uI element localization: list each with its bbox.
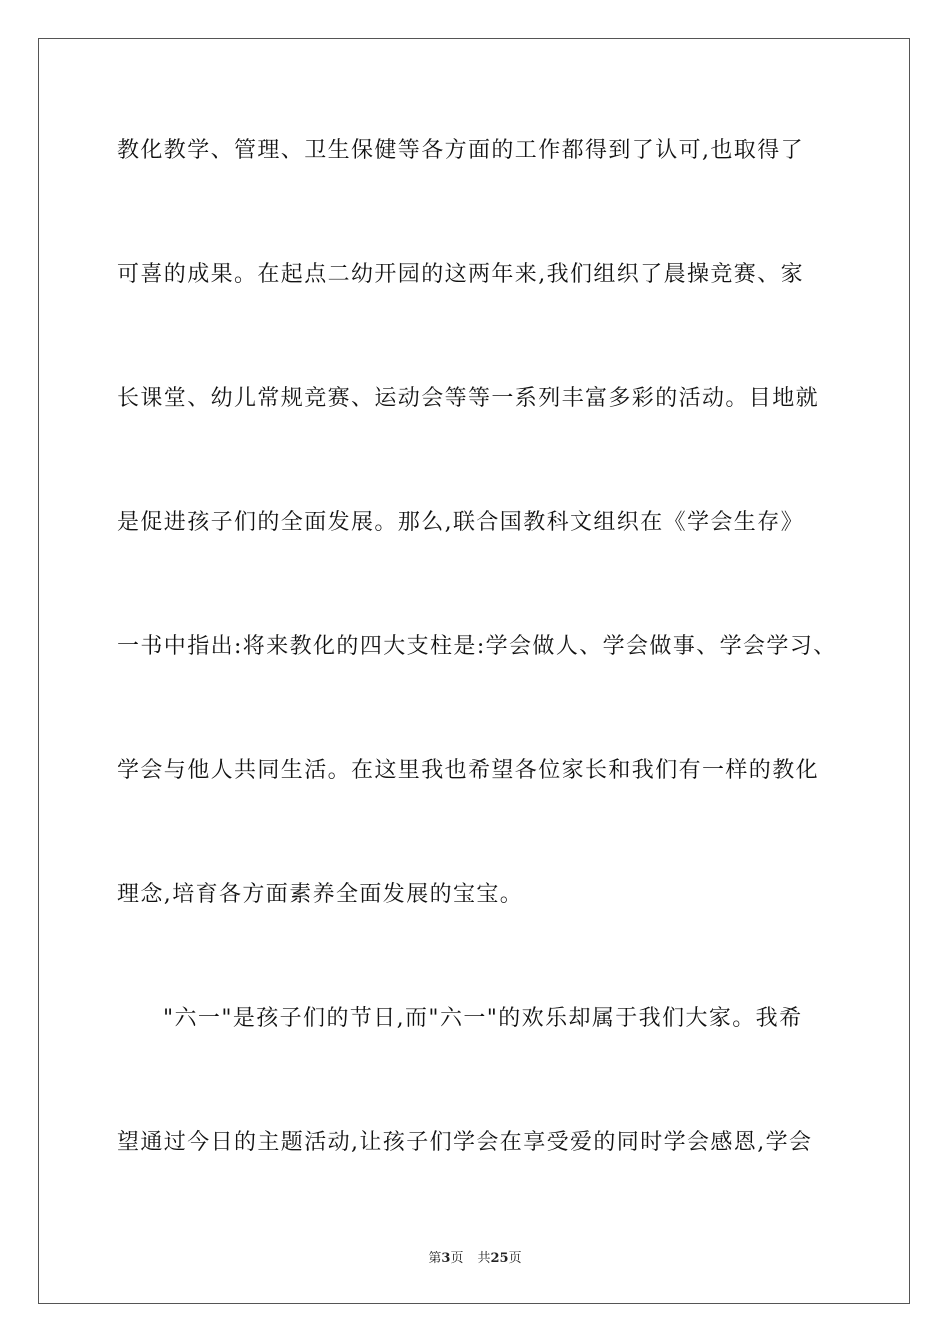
text-line: 长课堂、幼儿常规竞赛、运动会等等一系列丰富多彩的活动。目地就	[117, 386, 820, 411]
text-line: 可喜的成果。在起点二幼开园的这两年来,我们组织了晨操竞赛、家	[117, 262, 804, 287]
page-frame	[38, 38, 910, 1304]
page-footer	[0, 1247, 950, 1266]
total-suffix: 页	[508, 1251, 522, 1266]
page-suffix: 页	[450, 1251, 464, 1266]
total-prefix: 共	[477, 1251, 491, 1266]
text-line: 理念,培育各方面素养全面发展的宝宝。	[117, 882, 524, 907]
total-pages: 25	[490, 1251, 509, 1266]
page-number: 3	[441, 1251, 451, 1266]
text-line: 望通过今日的主题活动,让孩子们学会在享受爱的同时学会感恩,学会	[117, 1130, 813, 1155]
text-line: 是促进孩子们的全面发展。那么,联合国教科文组织在《学会生存》	[117, 510, 804, 535]
text-line: 学会与他人共同生活。在这里我也希望各位家长和我们有一样的教化	[117, 758, 820, 783]
text-line: 一书中指出:将来教化的四大支柱是:学会做人、学会做事、学会学习、	[117, 634, 837, 659]
page-prefix: 第	[428, 1251, 442, 1266]
text-line: "六一"是孩子们的节日,而"六一"的欢乐却属于我们大家。我希	[163, 1006, 803, 1031]
text-line: 教化教学、管理、卫生保健等各方面的工作都得到了认可,也取得了	[117, 138, 804, 163]
